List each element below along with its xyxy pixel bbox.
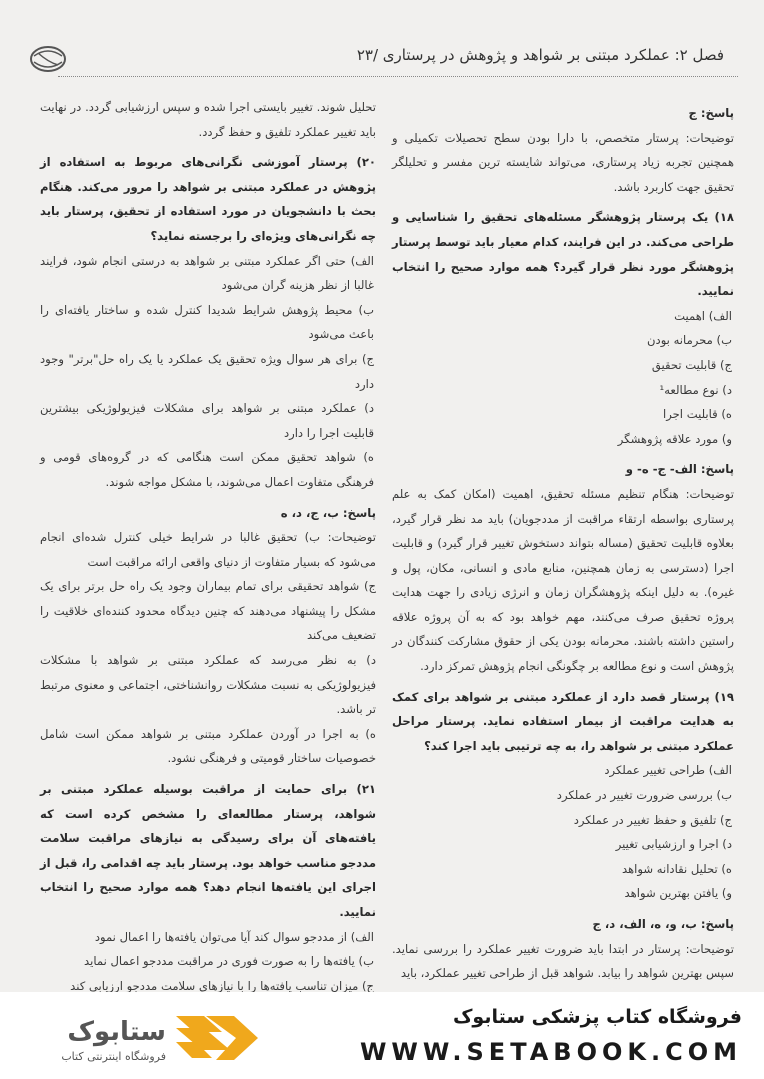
option-item: ب) یافته‌ها را به صورت فوری در مراقبت مددجو اعمال نماید bbox=[84, 954, 374, 969]
logo-chevron-icon bbox=[176, 1016, 258, 1060]
explanation-paragraph: د) به نظر می‌رسد که عملکرد مبتنی بر شواهد با مشکلات فیزیولوژیکی به نسبت مشکلات روانشناختی، اجتماعی و معنوی مرتبط تر باشد. bbox=[40, 653, 376, 717]
store-url-link[interactable]: WWW.SETABOOK.COM bbox=[359, 1038, 742, 1066]
question-text: ۲۱) برای حمایت از مراقبت بوسیله عملکرد مبتنی بر شواهد، پرستار مطالعه‌ای را مشخص کرده است که یافته‌های آن برای رسیدگی به نیازهای مراقبت سلامت مددجو مناسب خواهد بود. پرستار باید چه اقدامی را، قبل از اجرای این یافته‌ها انجام دهد؟ همه موارد صحیح را انتخاب نمایید. bbox=[40, 782, 376, 919]
explanation-paragraph: ه) به اجرا در آوردن عملکرد مبتنی بر شواهد ممکن است شامل خصوصیات ساختار قومیتی و فرهنگی نشود. bbox=[40, 726, 376, 766]
question-text: ۱۸) یک پرستار پژوهشگر مسئله‌های تحقیق را شناسایی و طراحی می‌کند. در این فرایند، کدام معیار باید توسط پرستار پژوهشگر مورد نظر قرار گیرد؟ همه موارد صحیح را انتخاب نمایید. bbox=[392, 210, 734, 299]
right-column bbox=[392, 95, 734, 992]
option-item: د) نوع مطالعه¹ bbox=[659, 382, 732, 397]
answer-line: پاسخ: ب، ج، د، ه bbox=[280, 505, 376, 520]
store-name: فروشگاه کتاب پزشکی ستابوک bbox=[452, 1006, 742, 1028]
setabook-logo-icon bbox=[26, 1010, 266, 1066]
page-header bbox=[28, 36, 738, 88]
store-footer bbox=[0, 992, 764, 1079]
option-item: د) عملکرد مبتنی بر شواهد برای مشکلات فیزیولوژیکی بیشترین قابلیت اجرا را دارد bbox=[40, 401, 374, 440]
explanation-paragraph: توضیحات: پرستار در ابتدا باید ضرورت تغییر عملکرد را بررسی نماید. سپس بهترین شواهد را بیابد. شواهد قبل از طراحی تغییر عملکرد، باید bbox=[392, 941, 734, 981]
option-item: ه) شواهد تحقیق ممکن است هنگامی که در گروه‌های قومی و فرهنگی متفاوت اعمال می‌شوند، با مشکل مواجه شوند. bbox=[40, 450, 374, 489]
option-item: ب) بررسی ضرورت تغییر در عملکرد bbox=[556, 788, 732, 803]
answer-line: پاسخ: ب، و، ه، الف، د، ج bbox=[592, 917, 734, 931]
explanation-paragraph: ج) شواهد تحقیقی برای تمام بیماران وجود یک راه حل برتر برای یک مشکل را پیشنهاد می‌دهند که چنین دیدگاه محدود کننده‌ای خلاقیت را تضعیف می‌کند bbox=[40, 579, 376, 643]
option-item: الف) اهمیت bbox=[674, 308, 732, 323]
logo-subtext: فروشگاه اینترنتی کتاب bbox=[61, 1050, 166, 1063]
option-item: الف) از مددجو سوال کند آیا می‌توان یافته‌ها را اعمال نمود bbox=[94, 929, 374, 944]
option-item: و) مورد علاقه پژوهشگر bbox=[617, 431, 732, 446]
option-item: و) یافتن بهترین شواهد bbox=[624, 886, 732, 901]
option-item: الف) طراحی تغییر عملکرد bbox=[604, 763, 732, 778]
logo-wordmark: ستابوک bbox=[67, 1017, 166, 1047]
explanation-paragraph: توضیحات: ب) تحقیق غالبا در شرایط خیلی کنترل شده‌ای انجام می‌شود که بسیار متفاوت از دنیای واقعی ارائه مراقبت است bbox=[40, 530, 376, 569]
header-divider bbox=[58, 76, 738, 77]
left-column bbox=[40, 95, 376, 992]
option-item: الف) حتی اگر عملکرد مبتنی بر شواهد به درستی انجام شود، فرایند غالبا از نظر هزینه گران می‌شود bbox=[40, 253, 374, 293]
chapter-emblem-icon bbox=[28, 44, 68, 74]
explanation-paragraph: توضیحات: هنگام تنظیم مسئله تحقیق، اهمیت (امکان کمک به علم پرستاری بواسطه ارتقاء مراقبت از مددجویان) باید مد نظر قرار گیرد، بعلاوه قابلیت تحقیق (مساله بتواند دستخوش تغییر قرار گیرد) و قابلیت اجرا (دسترسی به زمان همچنین، منابع مادی و انسانی، مکان، پول و غیره). به دلیل اینکه پژوهشگران زمان و انرژی زیادی را جهت هدایت پروژه تحقیق صرف می‌کنند، مهم خواهد بود که به آن پروژه علاقه راستین داشته باشند. محرمانه بودن یکی از حقوق مشارکت کنندگان در پژوهش است و نوع مطالعه بر چگونگی انجام پژوهش تمرکز دارد. bbox=[392, 486, 734, 674]
question-text: ۱۹) پرستار قصد دارد از عملکرد مبتنی بر شواهد برای کمک به هدایت مراقبت از بیمار استفاده نماید. پرستار مراحل عملکرد مبتنی بر شواهد را، به چه ترتیبی باید اجرا کند؟ bbox=[392, 689, 734, 753]
option-item: ج) برای هر سوال ویژه تحقیق یک عملکرد یا یک راه حل"برتر" وجود دارد bbox=[40, 351, 374, 391]
option-item: ج) قابلیت تحقیق bbox=[651, 357, 732, 372]
answer-line: پاسخ: ج bbox=[688, 106, 734, 120]
option-item: ب) محیط پژوهش شرایط شدیدا کنترل شده و ساختار یافته‌ای را باعث می‌شود bbox=[40, 302, 374, 342]
option-item: ج) میزان تناسب یافته‌ها را با نیازهای سلامت مددجو ارزیابی کند bbox=[70, 978, 374, 992]
option-item: ب) محرمانه بودن bbox=[647, 333, 732, 348]
option-item: ه) قابلیت اجرا bbox=[663, 407, 732, 422]
chapter-title: فصل ۲: عملکرد مبتنی بر شواهد و پژوهش در پرستاری /۲۳ bbox=[356, 46, 724, 64]
option-item: ج) تلفیق و حفظ تغییر در عملکرد bbox=[573, 812, 732, 827]
question-text: ۲۰) پرستار آموزشی نگرانی‌های مربوط به استفاده از پژوهش در عملکرد مبتنی بر شواهد را مرور می‌کند. هنگام بحث با دانشجویان در مورد استفاده از تحقیق، پرستار باید چه نگرانی‌های ویژه‌ای را برجسته نماید؟ bbox=[40, 155, 376, 243]
explanation-paragraph: توضیحات: پرستار متخصص، با دارا بودن سطح تحصیلات تکمیلی و همچنین تجربه زیاد پرستاری، می‌تواند شایسته ترین مفسر و تحلیلگر تحقیق جهت کاربرد باشد. bbox=[392, 130, 734, 194]
explanation-paragraph: تحلیل شوند. تغییر بایستی اجرا شده و سپس ارزشیابی گردد. در نهایت باید تغییر عملکرد تلفیق و حفظ گردد. bbox=[40, 100, 376, 139]
answer-line: پاسخ: الف- ج- ه- و bbox=[625, 462, 734, 477]
option-item: د) اجرا و ارزشیابی تغییر bbox=[615, 837, 732, 852]
option-item: ه) تحلیل نقادانه شواهد bbox=[621, 861, 732, 876]
